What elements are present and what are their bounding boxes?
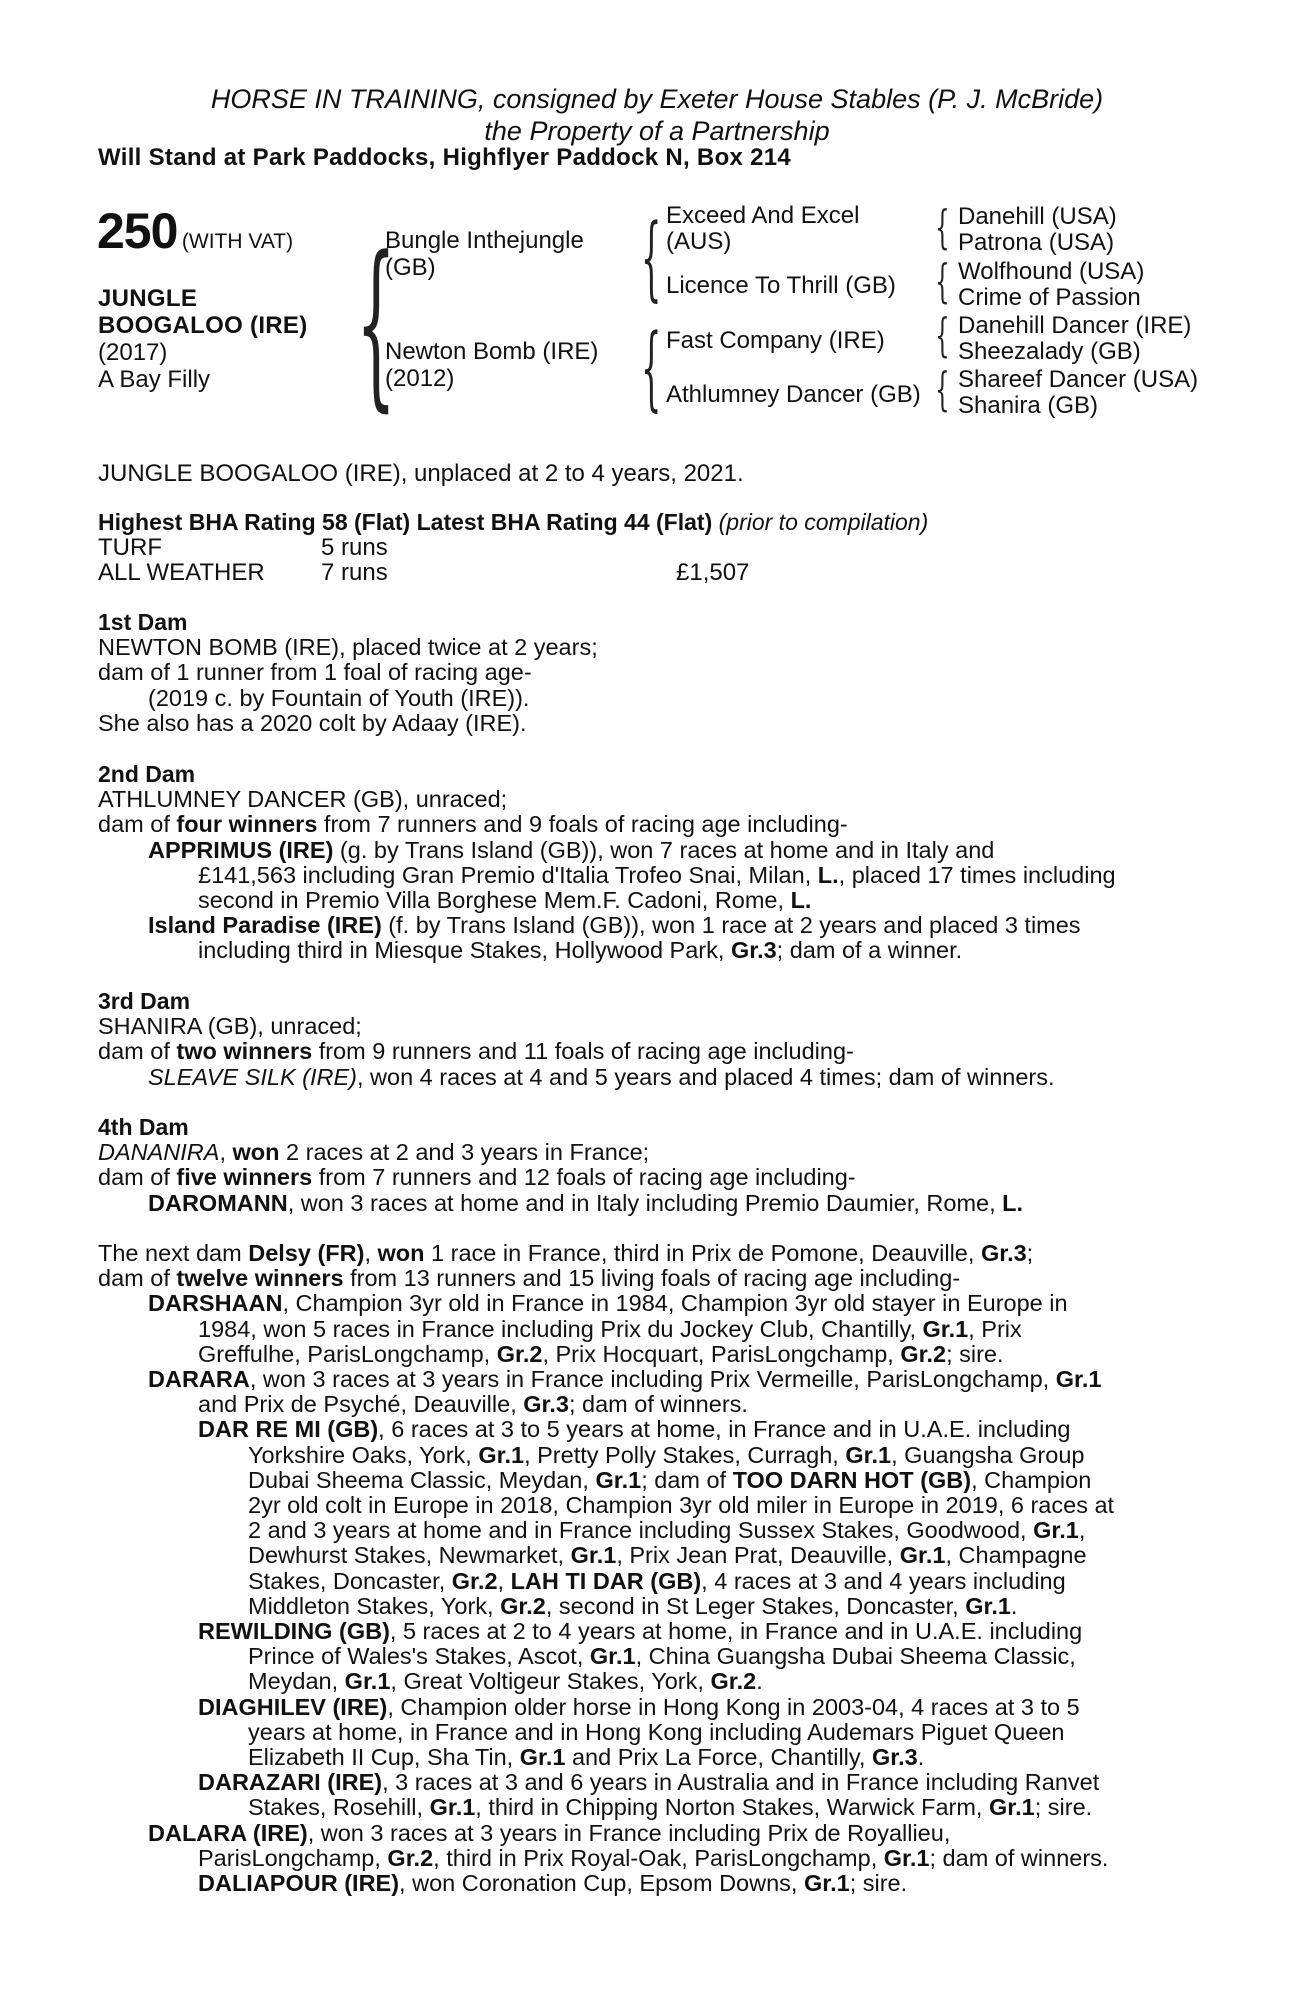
progeny-line: 2 and 3 years at home and in France including Sussex Stakes, Goodwood, Gr.1, xyxy=(248,1517,1086,1544)
progeny-line: DAR RE MI (GB), 6 races at 3 to 5 years at home, in France and in U.A.E. including xyxy=(198,1416,1071,1443)
dam-line1: Newton Bomb (IRE) xyxy=(385,338,599,365)
progeny-line: second in Premio Villa Borghese Mem.F. Cadoni, Rome, L. xyxy=(198,887,812,914)
progeny-line: DARAZARI (IRE), 3 races at 3 and 6 years in Australia and in France including Ranvet xyxy=(198,1769,1100,1796)
dam-line: SHANIRA (GB), unraced; xyxy=(98,1013,362,1040)
progeny-line: Stakes, Rosehill, Gr.1, third in Chipping Norton Stakes, Warwick Farm, Gr.1; sire. xyxy=(248,1794,1093,1821)
pedigree-brace-sire: { xyxy=(641,204,662,311)
aw-runs: 7 runs xyxy=(321,559,388,586)
progeny-line: Yorkshire Oaks, York, Gr.1, Pretty Polly Stakes, Curragh, Gr.1, Guangsha Group xyxy=(248,1441,1085,1468)
progeny-line: Greffulhe, ParisLongchamp, Gr.2, Prix Hocquart, ParisLongchamp, Gr.2; sire. xyxy=(198,1340,1004,1367)
progeny-line: SLEAVE SILK (IRE), won 4 races at 4 and 5 years and placed 4 times; dam of winners. xyxy=(148,1063,1055,1090)
dam-dam: Athlumney Dancer (GB) xyxy=(666,381,921,408)
pedigree-brace-main: { xyxy=(356,219,397,428)
dam-sire: Fast Company (IRE) xyxy=(666,327,885,354)
dam-line: NEWTON BOMB (IRE), placed twice at 2 years; xyxy=(98,634,598,661)
second-dam-section xyxy=(98,762,1218,964)
progeny-line: Middleton Stakes, York, Gr.2, second in St Leger Stakes, Doncaster, Gr.1. xyxy=(248,1592,1018,1619)
sire-dam: Licence To Thrill (GB) xyxy=(666,272,896,299)
rating-text: Highest BHA Rating 58 (Flat) Latest BHA Rating 44 (Flat) xyxy=(98,509,713,535)
section-title: 2nd Dam xyxy=(98,761,196,787)
dam-line: The next dam Delsy (FR), won 1 race in France, third in Prix de Pomone, Deauville, Gr.3; xyxy=(98,1240,1034,1266)
dam-line: dam of two winners from 9 runners and 11 foals of racing age including- xyxy=(98,1038,854,1065)
sire-line2: (GB) xyxy=(385,254,436,281)
pedigree-brace-ss: { xyxy=(935,200,950,254)
lot-number: 250 xyxy=(97,203,178,259)
pedigree-brace-dd: { xyxy=(935,362,950,416)
sire-sire-line1: Exceed And Excel xyxy=(666,202,860,229)
pedigree-brace-sd: { xyxy=(935,254,950,308)
progeny-line: ParisLongchamp, Gr.2, third in Prix Royal-Oak, ParisLongchamp, Gr.1; dam of winners. xyxy=(198,1844,1109,1871)
dam-line: dam of 1 runner from 1 foal of racing age- xyxy=(98,659,532,686)
progeny-line: 2yr old colt in Europe in 2018, Champion 3yr old miler in Europe in 2019, 6 races at xyxy=(248,1492,1115,1519)
sire-line1: Bungle Inthejungle xyxy=(385,227,584,254)
ggp-3: Wolfhound (USA) xyxy=(958,258,1145,285)
section-title: 4th Dam xyxy=(98,1114,189,1140)
ggp-6: Sheezalady (GB) xyxy=(958,338,1141,365)
ggp-7: Shareef Dancer (USA) xyxy=(958,366,1199,393)
progeny-line: 1984, won 5 races in France including Prix du Jockey Club, Chantilly, Gr.1, Prix xyxy=(198,1315,1022,1342)
lot-block xyxy=(97,202,293,260)
progeny-line: DARARA, won 3 races at 3 years in France including Prix Vermeille, ParisLongchamp, Gr.1 xyxy=(148,1366,1102,1393)
dam-line: DANANIRA, won 2 races at 2 and 3 years in France; xyxy=(98,1139,650,1166)
progeny-line: including third in Miesque Stakes, Hollywood Park, Gr.3; dam of a winner. xyxy=(198,937,963,964)
turf-label: TURF xyxy=(98,534,162,561)
progeny-line: DALARA (IRE), won 3 races at 3 years in France including Prix de Royallieu, xyxy=(148,1819,951,1846)
horse-description: A Bay Filly xyxy=(98,366,211,393)
progeny-line: Island Paradise (IRE) (f. by Trans Island (GB)), won 1 race at 2 years and placed 3 times xyxy=(148,912,1081,939)
progeny-line: Dewhurst Stakes, Newmarket, Gr.1, Prix Jean Prat, Deauville, Gr.1, Champagne xyxy=(248,1542,1087,1569)
section-title: 1st Dam xyxy=(98,609,188,635)
progeny-line: Elizabeth II Cup, Sha Tin, Gr.1 and Prix La Force, Chantilly, Gr.3. xyxy=(248,1744,925,1771)
stand-location: Will Stand at Park Paddocks, Highflyer Paddock N, Box 214 xyxy=(98,144,792,171)
bha-rating xyxy=(98,509,928,536)
dam-line: ATHLUMNEY DANCER (GB), unraced; xyxy=(98,786,508,813)
progeny-line: and Prix de Psyché, Deauville, Gr.3; dam of winners. xyxy=(198,1391,748,1418)
horse-name-line2: BOOGALOO (IRE) xyxy=(98,312,308,339)
pedigree-brace-ds: { xyxy=(935,308,950,362)
progeny-line: Meydan, Gr.1, Great Voltigeur Stakes, York, Gr.2. xyxy=(248,1668,763,1695)
progeny-line: DIAGHILEV (IRE), Champion older horse in Hong Kong in 2003-04, 4 races at 3 to 5 xyxy=(198,1693,1080,1720)
race-summary: JUNGLE BOOGALOO (IRE), unplaced at 2 to 4 years, 2021. xyxy=(98,460,744,487)
ggp-4: Crime of Passion xyxy=(958,284,1141,311)
dam-line: dam of twelve winners from 13 runners and 15 living foals of racing age including- xyxy=(98,1265,961,1292)
progeny-line: years at home, in France and in Hong Kong including Audemars Piguet Queen xyxy=(248,1718,1065,1745)
progeny-line: DALIAPOUR (IRE), won Coronation Cup, Epsom Downs, Gr.1; sire. xyxy=(198,1870,908,1897)
horse-year: (2017) xyxy=(98,339,168,366)
third-dam-section xyxy=(98,989,1218,1090)
sire-sire-line2: (AUS) xyxy=(666,228,732,255)
progeny-line: DARSHAAN, Champion 3yr old in France in 1984, Champion 3yr old stayer in Europe in xyxy=(148,1290,1068,1317)
vat-note: (WITH VAT) xyxy=(181,230,294,253)
rating-note: (prior to compilation) xyxy=(718,509,929,535)
horse-name-line1: JUNGLE xyxy=(98,285,198,312)
progeny-line: Stakes, Doncaster, Gr.2, LAH TI DAR (GB), 4 races at 3 and 4 years including xyxy=(248,1567,1066,1594)
progeny-line: £141,563 including Gran Premio d'Italia Trofeo Snai, Milan, L., placed 17 times including xyxy=(198,861,1116,888)
progeny-line: Dubai Sheema Classic, Meydan, Gr.1; dam of TOO DARN HOT (GB), Champion xyxy=(248,1466,1092,1493)
ggp-1: Danehill (USA) xyxy=(958,203,1117,230)
ggp-5: Danehill Dancer (IRE) xyxy=(958,312,1192,339)
ggp-2: Patrona (USA) xyxy=(958,229,1115,256)
progeny-line: Prince of Wales's Stakes, Ascot, Gr.1, China Guangsha Dubai Sheema Classic, xyxy=(248,1643,1076,1670)
dam-line: She also has a 2020 colt by Adaay (IRE). xyxy=(98,709,527,736)
aw-prize: £1,507 xyxy=(676,559,750,586)
progeny-line: REWILDING (GB), 5 races at 2 to 4 years at home, in France and in U.A.E. including xyxy=(198,1618,1083,1645)
dam-line: (2019 c. by Fountain of Youth (IRE)). xyxy=(148,684,530,711)
fourth-dam-section xyxy=(98,1115,1218,1216)
turf-runs: 5 runs xyxy=(321,534,388,561)
consignor-heading: HORSE IN TRAINING, consigned by Exeter House Stables (P. J. McBride) xyxy=(210,84,1104,114)
dam-line2: (2012) xyxy=(385,365,455,392)
section-title: 3rd Dam xyxy=(98,988,191,1014)
aw-label: ALL WEATHER xyxy=(98,559,265,586)
progeny-line: DAROMANN, won 3 races at home and in Italy including Premio Daumier, Rome, L. xyxy=(148,1189,1024,1216)
property-heading: the Property of a Partnership xyxy=(484,116,830,146)
dam-line: dam of five winners from 7 runners and 12 foals of racing age including- xyxy=(98,1164,856,1191)
dam-line: dam of four winners from 7 runners and 9 foals of racing age including- xyxy=(98,811,848,838)
ggp-8: Shanira (GB) xyxy=(958,392,1099,419)
progeny-line: APPRIMUS (IRE) (g. by Trans Island (GB)), won 7 races at home and in Italy and xyxy=(148,836,995,863)
first-dam-section xyxy=(98,610,1218,736)
next-dam-section xyxy=(98,1241,1218,1896)
pedigree-brace-dam: { xyxy=(641,314,662,421)
